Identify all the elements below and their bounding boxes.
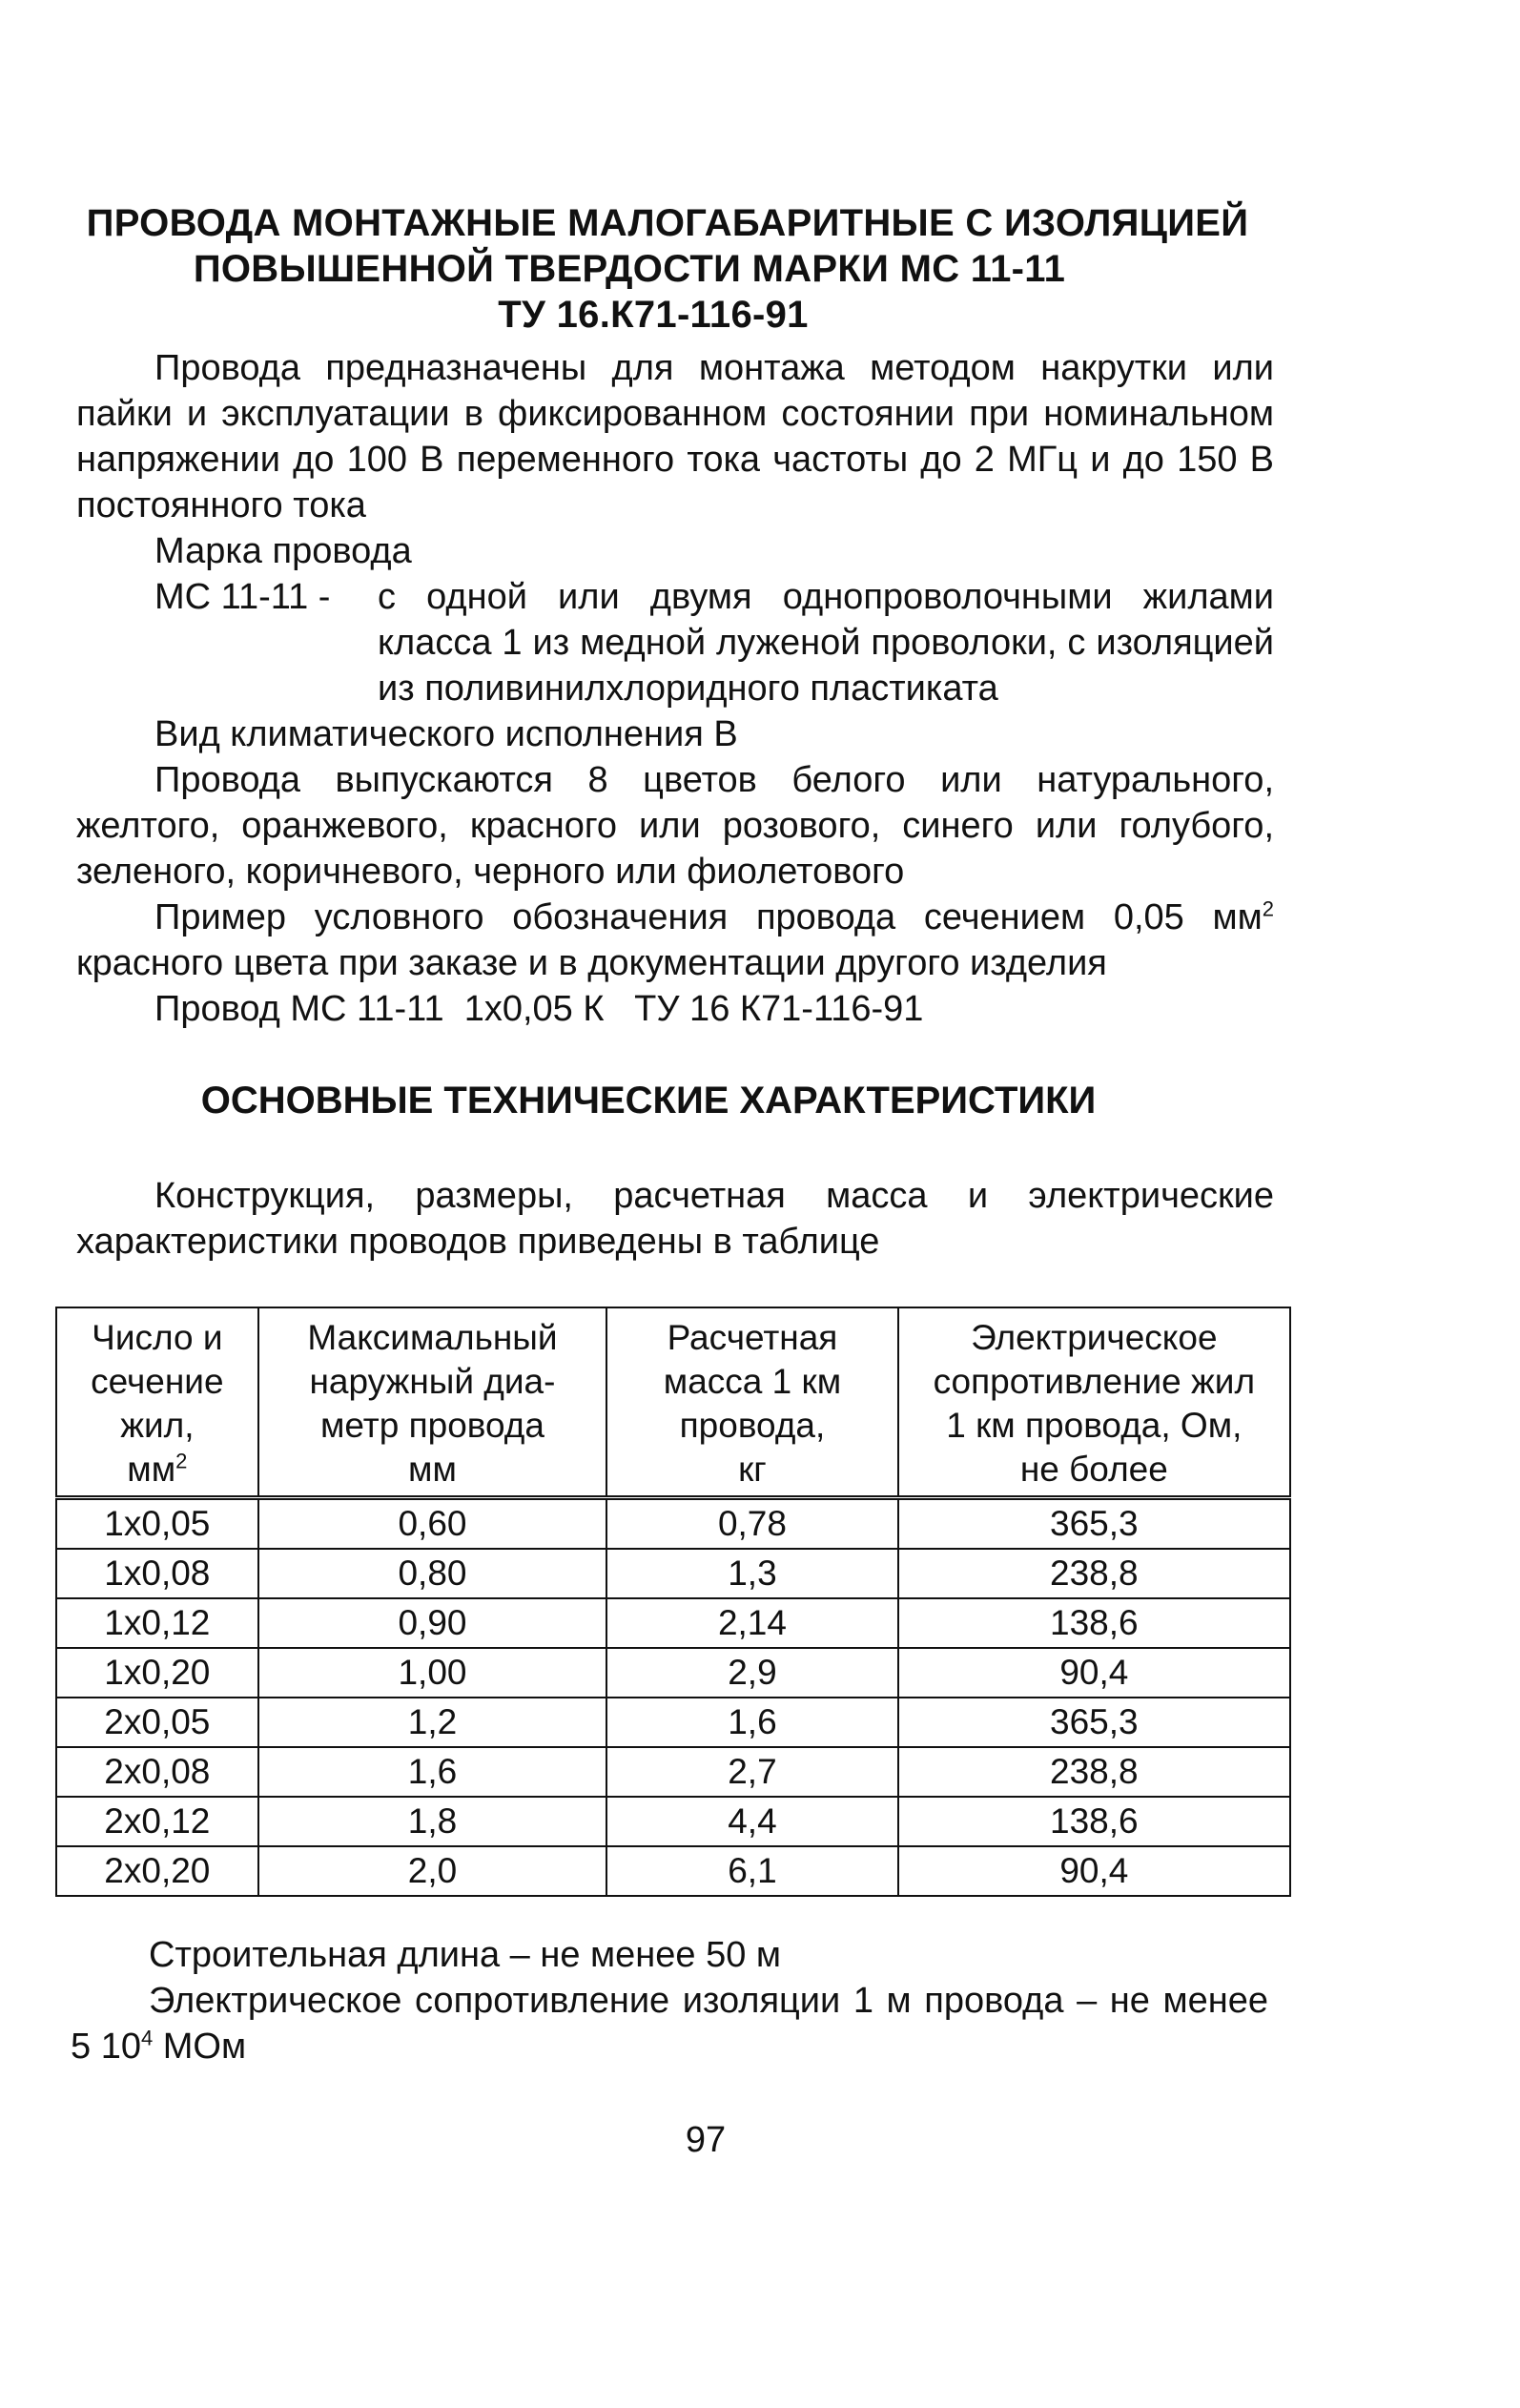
- cell-diameter: 0,80: [258, 1549, 607, 1598]
- table-row: [56, 1648, 1290, 1698]
- cell-resistance: 238,8: [898, 1747, 1290, 1797]
- table-header-row: [56, 1307, 1290, 1498]
- cell-mass: 1,3: [606, 1549, 897, 1598]
- header-line: не более: [1019, 1450, 1168, 1489]
- cell-mass: 2,14: [606, 1598, 897, 1648]
- header-line: Число и: [92, 1318, 223, 1357]
- insulation-resistance: [71, 1978, 1268, 2069]
- cell-mass: 0,78: [606, 1498, 897, 1550]
- cell-mass: 1,6: [606, 1698, 897, 1747]
- brand-description: с одной или двумя однопроволочными жилами класса 1 из медной луженой проволоки, с изоляцией из поливинилхлоридного пластиката: [378, 577, 1274, 709]
- cell-diameter: 1,8: [258, 1797, 607, 1846]
- cell-cores: 2х0,08: [56, 1747, 258, 1797]
- header-line: наружный диа-: [309, 1362, 556, 1401]
- header-line: жил,: [120, 1406, 195, 1445]
- header-line: мм: [408, 1450, 457, 1489]
- table-row: [56, 1846, 1290, 1896]
- climate-version: Вид климатического исполнения В: [154, 714, 738, 754]
- insulation-unit: МОм: [153, 2027, 247, 2067]
- insulation-sup: 4: [140, 2026, 154, 2050]
- cell-diameter: 1,00: [258, 1648, 607, 1698]
- brand-label: Марка провода: [154, 531, 412, 571]
- cell-resistance: 138,6: [898, 1797, 1290, 1846]
- header-unit-text: мм: [127, 1450, 176, 1489]
- cell-resistance: 365,3: [898, 1498, 1290, 1550]
- header-line: сечение: [91, 1362, 224, 1401]
- cell-cores: 1х0,08: [56, 1549, 258, 1598]
- cell-resistance: 90,4: [898, 1846, 1290, 1896]
- header-cores: [56, 1307, 258, 1498]
- section-intro: Конструкция, размеры, расчетная масса и электрические характеристики проводов приведены в таблице: [76, 1176, 1274, 1262]
- page-number: 97: [685, 2120, 727, 2160]
- example-paragraph: [76, 895, 1274, 986]
- title-line-2: ПОВЫШЕННОЙ ТВЕРДОСТИ МАРКИ МС 11-11: [193, 248, 1066, 290]
- colors-paragraph: Провода выпускаются 8 цветов белого или натурального, желтого, оранжевого, красного или розового, синего или голубого, зеленого, коричневого, черного или фиолетового: [76, 760, 1274, 892]
- cell-diameter: 0,60: [258, 1498, 607, 1550]
- cell-mass: 2,7: [606, 1747, 897, 1797]
- cell-diameter: 1,2: [258, 1698, 607, 1747]
- example-text-continued: красного цвета при заказе и в документации другого изделия: [76, 943, 1107, 983]
- section-heading: ОСНОВНЫЕ ТЕХНИЧЕСКИЕ ХАРАКТЕРИСТИКИ: [200, 1080, 1097, 1122]
- insulation-text: Электрическое сопротивление изоляции 1 м провода – не менее 5 10: [71, 1981, 1268, 2067]
- intro-paragraph: Провода предназначены для монтажа методом накрутки или пайки и эксплуатации в фиксированном состоянии при номинальном напряжении до 100 В переменного тока частоты до 2 МГц и до 150 В постоянного тока: [76, 348, 1274, 525]
- table-row: [56, 1747, 1290, 1797]
- header-unit: [63, 1448, 252, 1492]
- title-line-3: ТУ 16.К71-116-91: [498, 294, 809, 336]
- header-line: 1 км провода, Ом,: [946, 1406, 1243, 1445]
- cell-cores: 1х0,05: [56, 1498, 258, 1550]
- header-resistance: [898, 1307, 1290, 1498]
- construction-length: Строительная длина – не менее 50 м: [149, 1935, 782, 1975]
- table-row: [56, 1598, 1290, 1648]
- table-row: [56, 1549, 1290, 1598]
- example-designation: Провод МС 11-11 1х0,05 К ТУ 16 К71-116-91: [154, 989, 924, 1029]
- title-line-1: ПРОВОДА МОНТАЖНЫЕ МАЛОГАБАРИТНЫЕ С ИЗОЛЯЦИЕЙ: [86, 202, 1249, 244]
- header-line: метр провода: [319, 1406, 544, 1445]
- header-line: кг: [738, 1450, 767, 1489]
- cell-resistance: 90,4: [898, 1648, 1290, 1698]
- cell-cores: 1х0,12: [56, 1598, 258, 1648]
- table-row: [56, 1797, 1290, 1846]
- header-line: Расчетная: [667, 1318, 838, 1357]
- cell-diameter: 0,90: [258, 1598, 607, 1648]
- example-text: Пример условного обозначения провода сечением 0,05 мм: [154, 897, 1263, 937]
- specs-table: [55, 1307, 1291, 1897]
- cell-diameter: 1,6: [258, 1747, 607, 1797]
- example-sup: 2: [1262, 896, 1274, 921]
- cell-cores: 2х0,20: [56, 1846, 258, 1896]
- cell-cores: 2х0,12: [56, 1797, 258, 1846]
- header-line: Электрическое: [971, 1318, 1218, 1357]
- cell-diameter: 2,0: [258, 1846, 607, 1896]
- header-line: сопротивление жил: [933, 1362, 1256, 1401]
- cell-mass: 6,1: [606, 1846, 897, 1896]
- header-unit-sup: 2: [175, 1449, 188, 1473]
- cell-cores: 1х0,20: [56, 1648, 258, 1698]
- brand-code: МС 11-11 -: [154, 577, 331, 617]
- header-mass: [606, 1307, 897, 1498]
- header-line: масса 1 км: [663, 1362, 842, 1401]
- header-diameter: [258, 1307, 607, 1498]
- cell-resistance: 238,8: [898, 1549, 1290, 1598]
- cell-mass: 4,4: [606, 1797, 897, 1846]
- table-row: [56, 1498, 1290, 1550]
- header-line: Максимальный: [307, 1318, 558, 1357]
- cell-cores: 2х0,05: [56, 1698, 258, 1747]
- table-row: [56, 1698, 1290, 1747]
- cell-mass: 2,9: [606, 1648, 897, 1698]
- header-line: провода,: [679, 1406, 826, 1445]
- cell-resistance: 138,6: [898, 1598, 1290, 1648]
- cell-resistance: 365,3: [898, 1698, 1290, 1747]
